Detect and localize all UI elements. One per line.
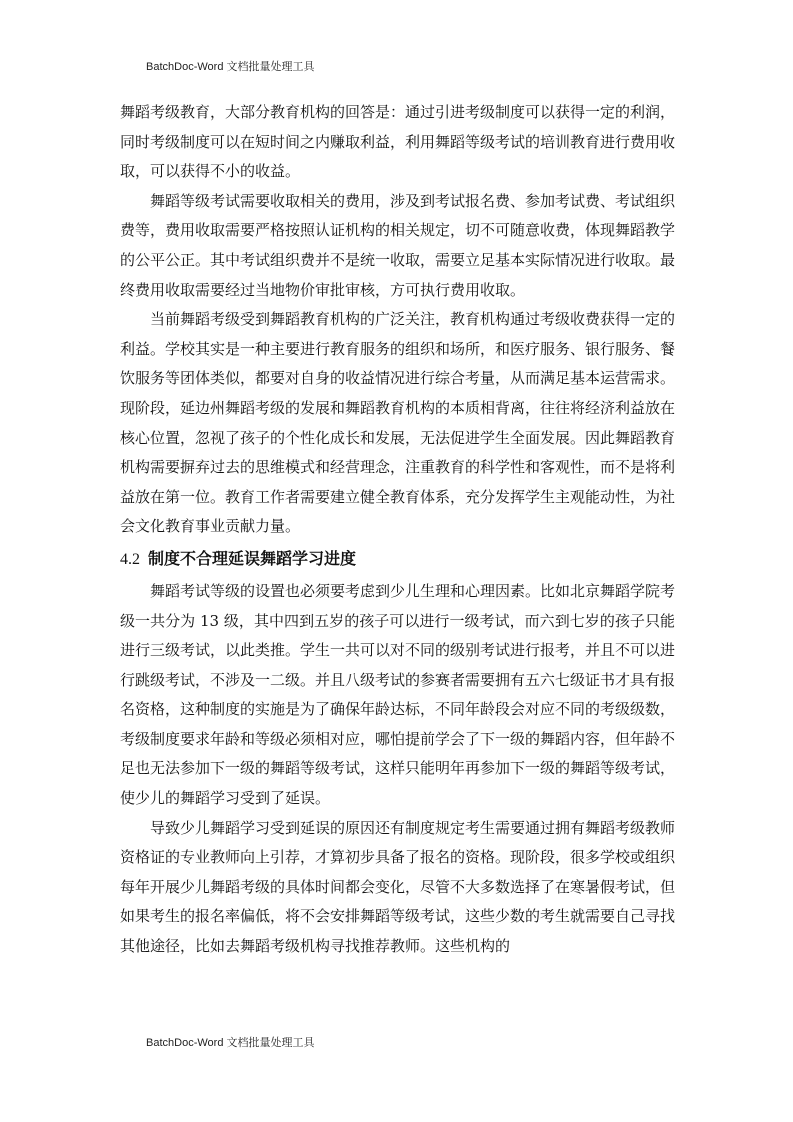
- paragraph-profit: 当前舞蹈考级受到舞蹈教育机构的广泛关注，教育机构通过考级收费获得一定的利益。学校其实是一种主要进行教育服务的组织和场所，和医疗服务、银行服务、餐饮服务等团体类似，都要对自身的收益情况进行综合考量，从而满足基本运营需求。现阶段，延边州舞蹈考级的发展和舞蹈教育机构的本质相背离，往往将经济利益放在核心位置，忽视了孩子的个性化成长和发展，无法促进学生全面发展。因此舞蹈教育机构需要摒弃过去的思维模式和经营理念，注重教育的科学性和客观性，而不是将利益放在第一位。教育工作者需要建立健全教育体系，充分发挥学生主观能动性，为社会文化教育事业贡献力量。: [120, 310, 676, 536]
- page-header: BatchDoc-Word 文档批量处理工具: [146, 61, 315, 73]
- section-heading: [120, 544, 675, 575]
- section-title: 制度不合理延误舞蹈学习进度: [148, 548, 357, 568]
- paragraph-delay: 导致少儿舞蹈学习受到延误的原因还有制度规定考生需要通过拥有舞蹈考级教师资格证的专业教师向上引荐，才算初步具备了报名的资格。现阶段，很多学校或组织每年开展少儿舞蹈考级的具体时间都会变化，尽管不大多数选择了在寒暑假考试，但如果考生的报名率偏低，将不会安排舞蹈等级考试，这些少数的考生就需要自己寻找其他途径，比如去舞蹈考级机构寻找推荐教师。这些机构的: [120, 818, 676, 956]
- paragraph-continued: 舞蹈考级教育，大部分教育机构的回答是：通过引进考级制度可以获得一定的利润，同时考级制度可以在短时间之内赚取利益，利用舞蹈等级考试的培训教育进行费用收取，可以获得不小的收益。: [120, 103, 676, 181]
- section-number: 4.2: [120, 550, 140, 568]
- paragraph-fees: 舞蹈等级考试需要收取相关的费用，涉及到考试报名费、参加考试费、考试组织费等，费用收取需要严格按照认证机构的相关规定，切不可随意收费，体现舞蹈教学的公平公正。其中考试组织费并不是统一收取，需要立足基本实际情况进行收取。最终费用收取需要经过当地物价审批审核，方可执行费用收取。: [120, 191, 676, 299]
- paragraph-levels: 舞蹈考试等级的设置也必须要考虑到少儿生理和心理因素。比如北京舞蹈学院考级一共分为 13 级，其中四到五岁的孩子可以进行一级考试，而六到七岁的孩子只能进行三级考试，以此类推。学生一共可以对不同的级别考试进行报考，并且不可以进行跳级考试，不涉及一二级。并且八级考试的参赛者需要拥有五六七级证书才具有报名资格，这种制度的实施是为了确保年龄达标，不同年龄段会对应不同的考级级数，考级制度要求年龄和等级必须相对应，哪怕提前学会了下一级的舞蹈内容，但年龄不足也无法参加下一级的舞蹈等级考试，这样只能明年再参加下一级的舞蹈等级考试，使少儿的舞蹈学习受到了延误。: [120, 581, 676, 808]
- page-footer: BatchDoc-Word 文档批量处理工具: [146, 1037, 315, 1049]
- document-body: [120, 98, 675, 962]
